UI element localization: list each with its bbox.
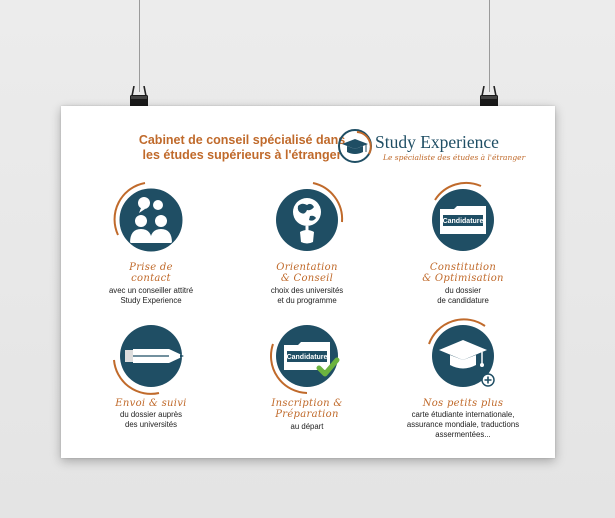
pencil-icon xyxy=(111,316,191,396)
brand-name: Study Experience xyxy=(375,132,499,152)
service-orientation-conseil xyxy=(227,180,387,320)
graduation-cap-icon xyxy=(335,128,375,164)
service-title: Envoi & suivi xyxy=(115,398,187,409)
service-description: carte étudiante internationale, assurance mondiale, traductions assermentées... xyxy=(406,410,520,439)
folder-check-icon xyxy=(267,316,347,396)
people-chat-icon xyxy=(111,180,191,260)
folder-label: Candidature xyxy=(286,354,328,361)
hanging-wire-left xyxy=(139,0,140,92)
headline-line-2: les études supérieurs à l'étranger xyxy=(142,148,342,162)
poster-headline xyxy=(117,133,367,163)
service-description: au départ xyxy=(290,422,324,431)
service-nos-petits-plus xyxy=(383,316,543,456)
service-description: avec un conseiller attitré Study Experience xyxy=(108,286,194,305)
service-envoi-suivi xyxy=(71,316,231,456)
service-title: Orientation & Conseil xyxy=(276,262,338,284)
service-title: Prise de contact xyxy=(129,262,173,284)
service-constitution-optimisation xyxy=(383,180,543,320)
hanging-wire-right xyxy=(489,0,490,92)
folder-label: Candidature xyxy=(442,218,484,225)
poster xyxy=(61,106,555,458)
brand-tagline: Le spécialiste des études à l'étranger xyxy=(383,153,526,162)
headline-line-1: Cabinet de conseil spécialisé dans xyxy=(138,133,346,147)
globe-hand-icon xyxy=(267,180,347,260)
service-inscription-preparation xyxy=(227,316,387,456)
service-title: Nos petits plus xyxy=(422,398,504,409)
service-description: du dossier auprès des universités xyxy=(120,410,182,429)
folder-icon xyxy=(423,180,503,260)
service-title: Inscription & Préparation xyxy=(271,398,343,420)
service-title: Constitution & Optimisation xyxy=(422,262,504,284)
service-prise-de-contact xyxy=(71,180,231,320)
service-description: choix des universités et du programme xyxy=(270,286,344,305)
brand-logo xyxy=(335,128,526,168)
graduation-cap-plus-icon xyxy=(423,316,503,396)
service-description: du dossier de candidature xyxy=(437,286,489,305)
